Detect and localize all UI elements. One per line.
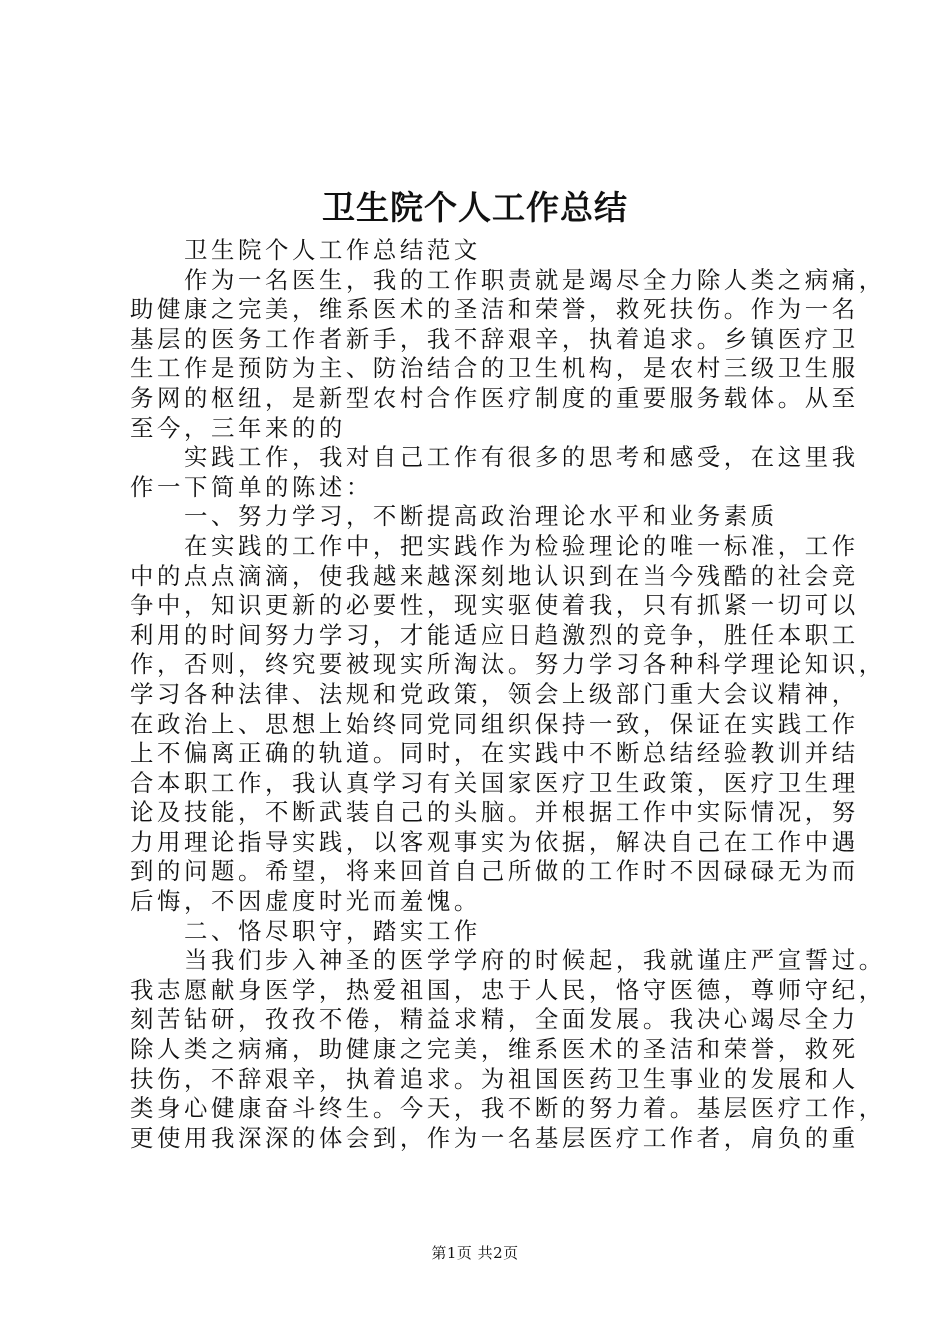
body-line: 实践工作，我对自己工作有很多的思考和感受，在这里我 [184, 443, 859, 472]
body-line: 到的问题。希望，将来回首自己所做的工作时不因碌碌无为而 [130, 857, 859, 886]
body-line: 至今，三年来的的 [130, 413, 346, 442]
body-line: 作一下简单的陈述： [130, 472, 373, 501]
body-line: 更使用我深深的体会到，作为一名基层医疗工作者，肩负的重 [130, 1123, 859, 1152]
document-title: 卫生院个人工作总结 [322, 188, 628, 227]
body-line: 除人类之病痛，助健康之完美，维系医术的圣洁和荣誉，救死 [130, 1035, 859, 1064]
document-body [130, 236, 886, 1153]
body-line: 合本职工作，我认真学习有关国家医疗卫生政策，医疗卫生理 [130, 768, 859, 797]
body-line: 务网的枢纽，是新型农村合作医疗制度的重要服务载体。从至 [130, 383, 859, 412]
body-line: 在政治上、思想上始终同党同组织保持一致，保证在实践工作 [130, 709, 859, 738]
body-line: 卫生院个人工作总结范文 [184, 236, 481, 264]
body-line: 我志愿献身医学，热爱祖国，忠于人民，恪守医德，尊师守纪， [130, 975, 886, 1004]
body-line: 当我们步入神圣的医学学府的时候起，我就谨庄严宣誓过。 [184, 946, 886, 975]
section-heading: 二、恪尽职守，踏实工作 [184, 916, 481, 945]
body-line: 生工作是预防为主、防治结合的卫生机构，是农村三级卫生服 [130, 354, 859, 383]
body-line: 扶伤，不辞艰辛，执着追求。为祖国医药卫生事业的发展和人 [130, 1064, 859, 1093]
body-line: 作为一名医生，我的工作职责就是竭尽全力除人类之病痛， [184, 265, 886, 294]
body-line: 作，否则，终究要被现实所淘汰。努力学习各种科学理论知识， [130, 650, 886, 679]
body-line: 利用的时间努力学习，才能适应日趋激烈的竞争，胜任本职工 [130, 620, 859, 649]
body-line: 刻苦钻研，孜孜不倦，精益求精，全面发展。我决心竭尽全力 [130, 1005, 859, 1034]
body-line: 助健康之完美，维系医术的圣洁和荣誉，救死扶伤。作为一名 [130, 295, 859, 324]
body-line: 论及技能，不断武装自己的头脑。并根据工作中实际情况，努 [130, 798, 859, 827]
body-line: 后悔，不因虚度时光而羞愧。 [130, 887, 481, 916]
body-line: 中的点点滴滴，使我越来越深刻地认识到在当今残酷的社会竞 [130, 561, 859, 590]
page-footer: 第1页 共2页 [431, 1244, 519, 1262]
body-line: 力用理论指导实践，以客观事实为依据，解决自己在工作中遇 [130, 827, 859, 856]
body-line: 争中，知识更新的必要性，现实驱使着我，只有抓紧一切可以 [130, 591, 859, 620]
body-line: 类身心健康奋斗终生。今天，我不断的努力着。基层医疗工作， [130, 1094, 886, 1123]
section-heading: 一、努力学习，不断提高政治理论水平和业务素质 [184, 502, 778, 531]
body-line: 在实践的工作中，把实践作为检验理论的唯一标准，工作 [184, 531, 859, 560]
body-line: 学习各种法律、法规和党政策，领会上级部门重大会议精神， [130, 679, 859, 708]
body-line: 上不偏离正确的轨道。同时，在实践中不断总结经验教训并结 [130, 739, 859, 768]
body-line: 基层的医务工作者新手，我不辞艰辛，执着追求。乡镇医疗卫 [130, 324, 859, 353]
